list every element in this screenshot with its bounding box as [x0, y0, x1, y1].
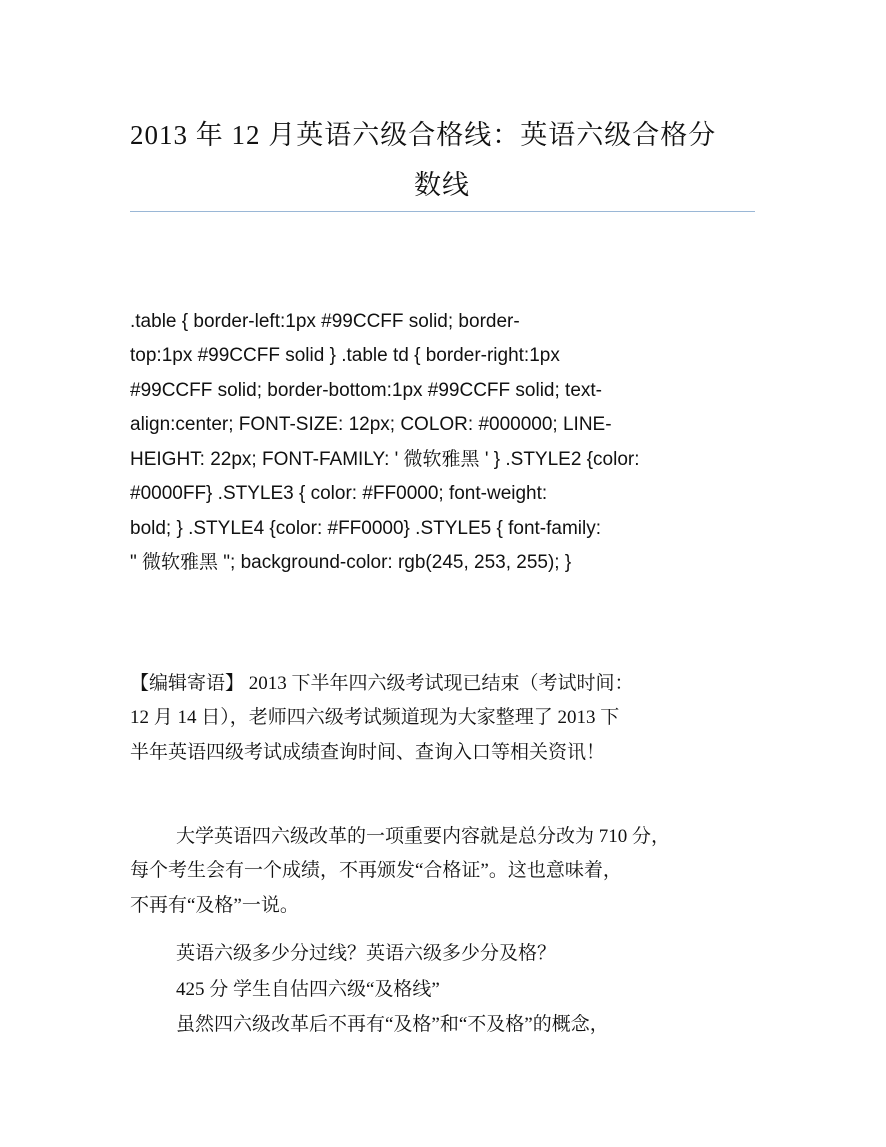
editor-note-line: 12 月 14 日），老师四六级考试频道现为大家整理了 2013 下	[130, 707, 620, 728]
page-title-line-2: 数线	[414, 170, 470, 200]
title-divider	[130, 211, 755, 212]
css-code-line: HEIGHT: 22px; FONT-FAMILY: ' 微软雅黑 ' } .STYLE2 {color:	[130, 449, 640, 470]
paragraph-line: 每个考生会有一个成绩，不再颁发“合格证”。这也意味着，	[130, 860, 622, 881]
css-code-line: " 微软雅黑 "; background-color: rgb(245, 253, 255); }	[130, 552, 572, 573]
question-line: 425 分 学生自估四六级“及格线”	[176, 979, 440, 1000]
question-line: 虽然四六级改革后不再有“及格”和“不及格”的概念，	[176, 1014, 609, 1035]
css-code-line: #99CCFF solid; border-bottom:1px #99CCFF solid; text-	[130, 380, 603, 401]
paragraph-line: 不再有“及格”一说。	[130, 895, 299, 916]
css-code-line: #0000FF} .STYLE3 { color: #FF0000; font-weight:	[130, 483, 548, 504]
editor-note-line: 【编辑寄语】 2013 下半年四六级考试现已结束（考试时间：	[130, 673, 634, 694]
css-code-line: .table { border-left:1px #99CCFF solid; border-	[130, 311, 520, 332]
editor-note-line: 半年英语四级考试成绩查询时间、查询入口等相关资讯！	[130, 742, 606, 763]
css-code-line: align:center; FONT-SIZE: 12px; COLOR: #000000; LINE-	[130, 414, 612, 435]
css-code-line: top:1px #99CCFF solid } .table td { border-right:1px	[130, 345, 560, 366]
page-title-line-1: 2013 年 12 月英语六级合格线：英语六级合格分	[130, 120, 717, 150]
question-line: 英语六级多少分过线？英语六级多少分及格？	[176, 943, 557, 964]
css-code-line: bold; } .STYLE4 {color: #FF0000} .STYLE5 { font-family:	[130, 518, 602, 539]
paragraph-line: 大学英语四六级改革的一项重要内容就是总分改为 710 分，	[176, 826, 671, 847]
